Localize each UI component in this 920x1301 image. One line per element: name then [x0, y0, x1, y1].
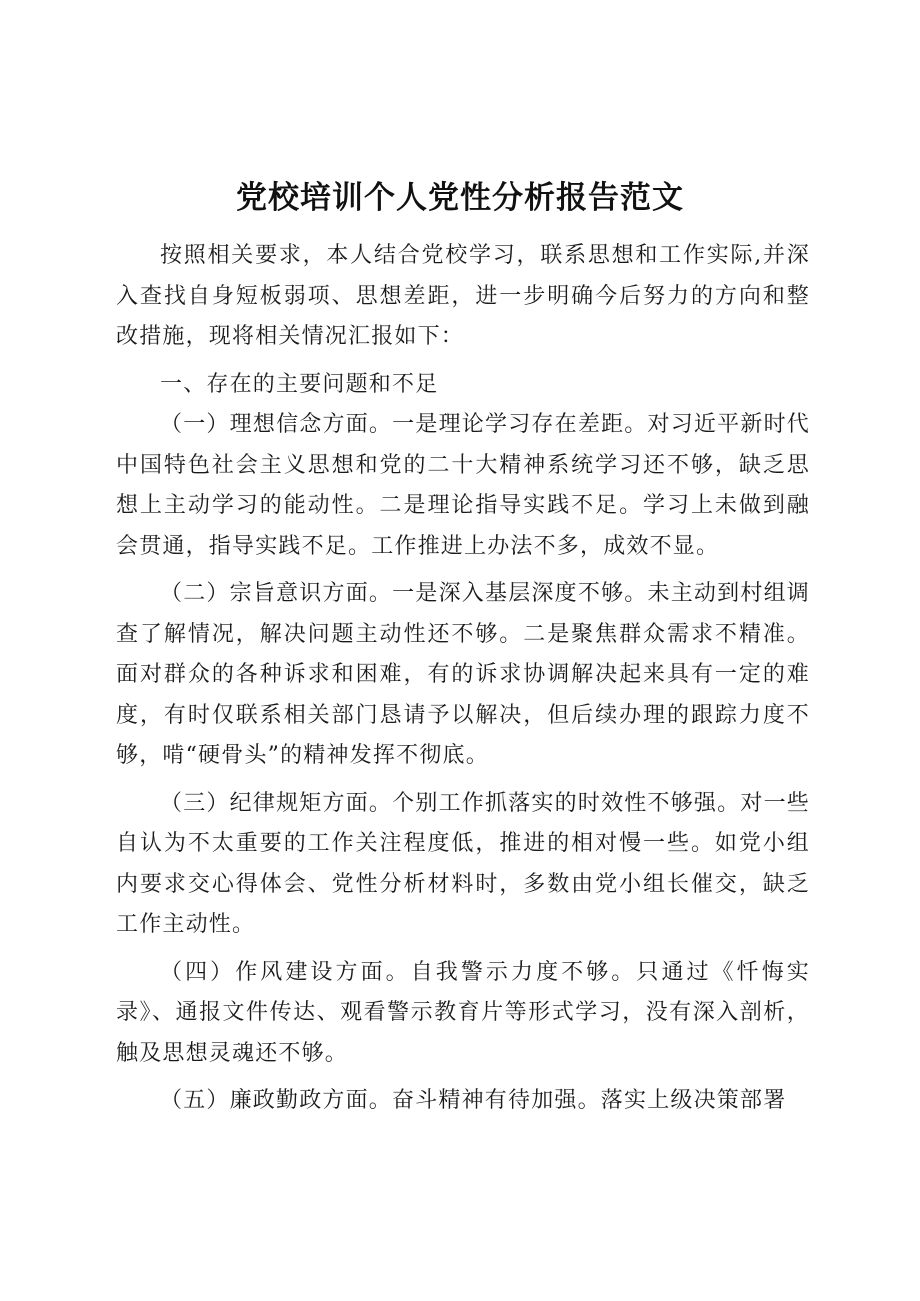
- paragraph-discipline: （三）纪律规矩方面。个别工作抓落实的时效性不够强。对一些自认为不太重要的工作关注程度低，推进的相对慢一些。如党小组内要求交心得体会、党性分析材料时，多数由党小组长催交，缺乏工作主动性。: [116, 790, 810, 937]
- intro-paragraph: 按照相关要求，本人结合党校学习，联系思想和工作实际,并深入查找自身短板弱项、思想差距，进一步明确今后努力的方向和整改措施，现将相关情况汇报如下：: [116, 243, 810, 349]
- document-body: [116, 236, 810, 1122]
- document-title: 党校培训个人党性分析报告范文: [236, 180, 684, 216]
- paragraph-integrity: （五）廉政勤政方面。奋斗精神有待加强。落实上级决策部署: [160, 1088, 787, 1113]
- paragraph-style: （四）作风建设方面。自我警示力度不够。只通过《忏悔实录》、通报文件传达、观看警示教育片等形式学习，没有深入剖析，触及思想灵魂还不够。: [116, 959, 810, 1066]
- section-heading: 一、存在的主要问题和不足: [160, 371, 439, 397]
- paragraph-purpose: （二）宗旨意识方面。一是深入基层深度不够。未主动到村组调查了解情况，解决问题主动性还不够。二是聚焦群众需求不精准。面对群众的各种诉求和困难，有的诉求协调解决起来具有一定的难度，有时仅联系相关部门恳请予以解决，但后续办理的跟踪力度不够，啃“硬骨头”的精神发挥不彻底。: [116, 581, 810, 768]
- paragraph-ideals: （一）理想信念方面。一是理论学习存在差距。对习近平新时代中国特色社会主义思想和党的二十大精神系统学习还不够，缺乏思想上主动学习的能动性。二是理论指导实践不足。学习上未做到融会贯通，指导实践不足。工作推进上办法不多，成效不显。: [116, 412, 810, 559]
